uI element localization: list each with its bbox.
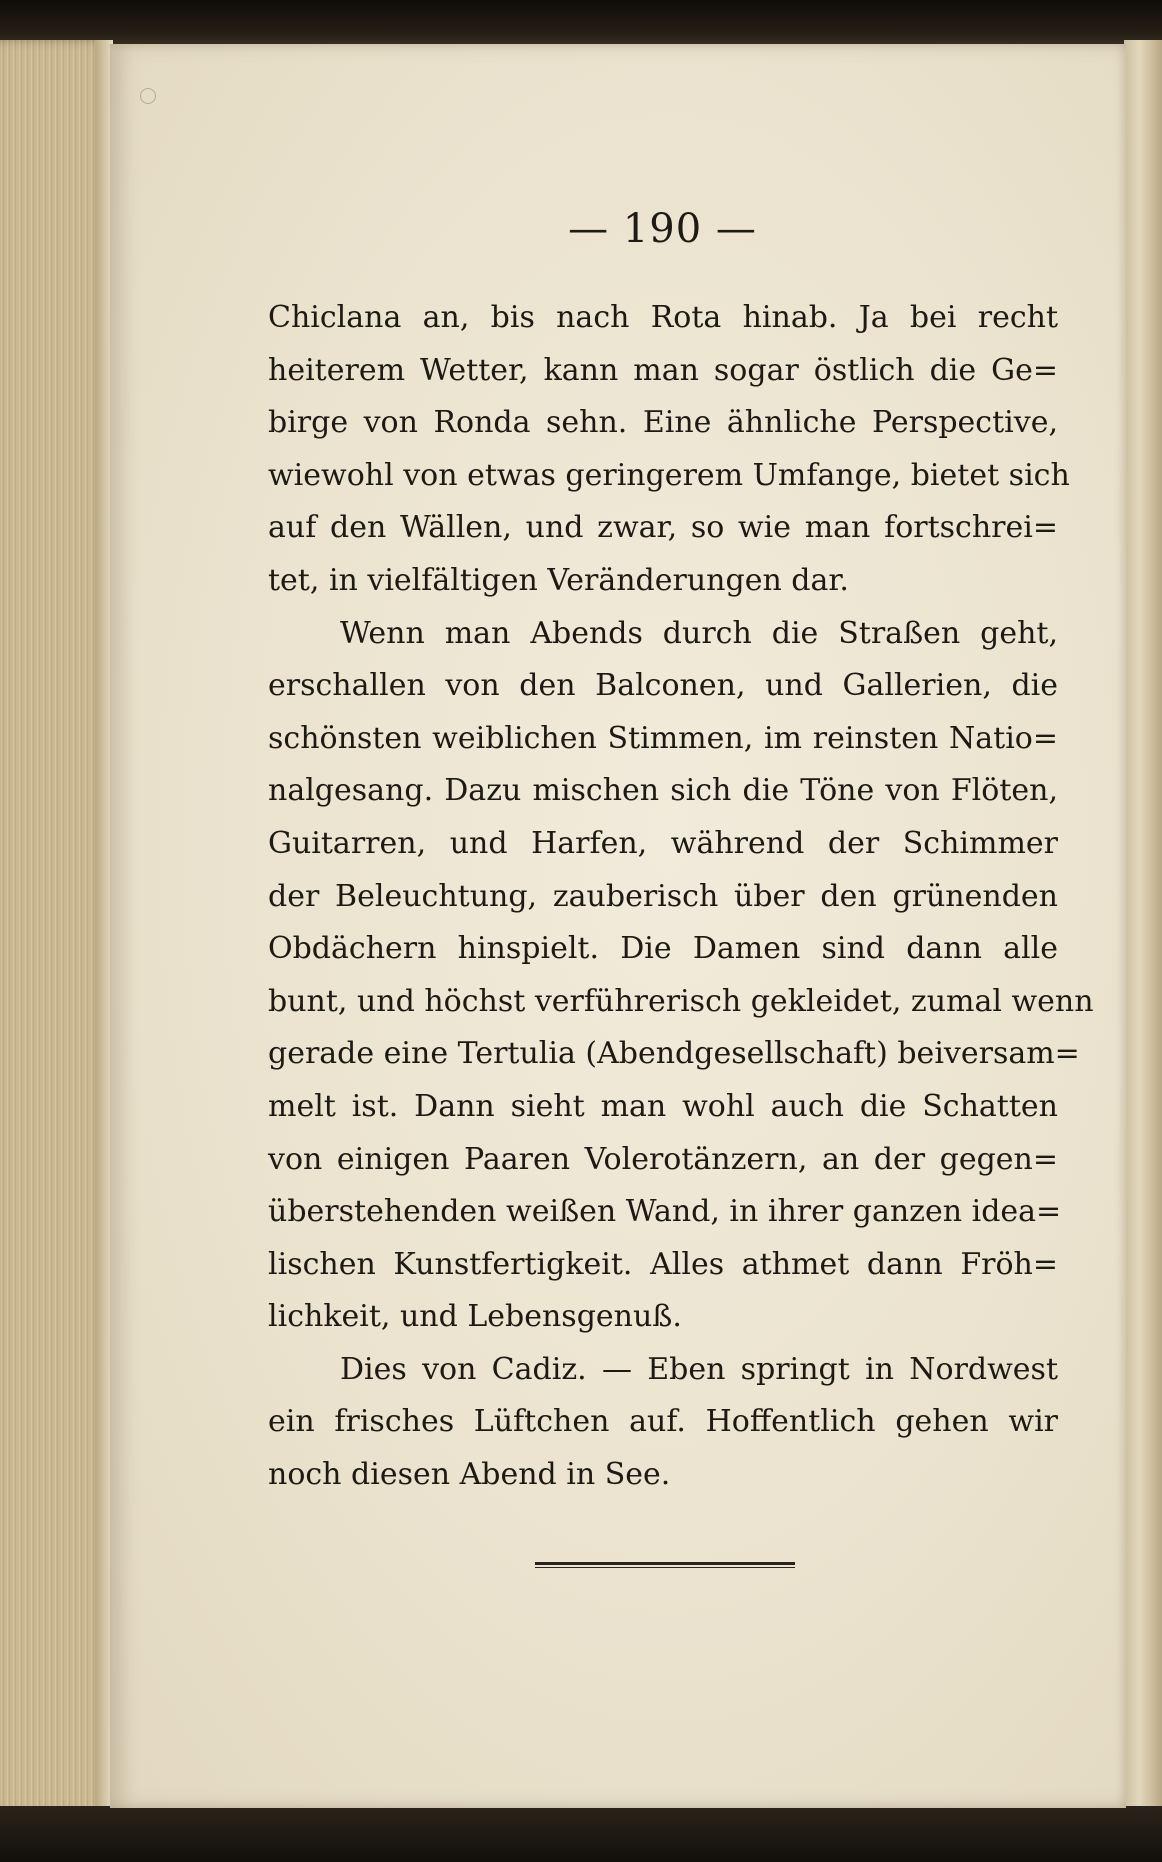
page-hole-mark bbox=[140, 88, 156, 104]
text-line: der Beleuchtung, zauberisch über den grünenden bbox=[268, 878, 1058, 914]
text-line: Chiclana an, bis nach Rota hinab. Ja bei recht bbox=[268, 300, 1058, 335]
text-line: birge von Ronda sehn. Eine ähnliche Perspective, bbox=[268, 405, 1058, 441]
text-line: melt ist. Dann sieht man wohl auch die Schatten bbox=[268, 1088, 1058, 1124]
book-page-edges bbox=[0, 40, 108, 1815]
text-line: lichkeit, und Lebensgenuß. bbox=[268, 1299, 682, 1335]
text-line: ein frisches Lüftchen auf. Hoffentlich gehen wir bbox=[268, 1404, 1058, 1440]
text-line: erschallen von den Balconen, und Gallerien, die bbox=[268, 668, 1058, 704]
scan-bottom-border bbox=[0, 1806, 1162, 1862]
text-line: Obdächern hinspielt. Die Damen sind dann alle bbox=[268, 931, 1058, 967]
text-line: gerade eine Tertulia (Abendgesellschaft) beiversam= bbox=[268, 1036, 1080, 1072]
page-number: — 190 — bbox=[568, 206, 757, 252]
text-line: wiewohl von etwas geringerem Umfange, bietet sich bbox=[268, 457, 1070, 493]
text-line: bunt, und höchst verführerisch gekleidet, zumal wenn bbox=[268, 983, 1094, 1019]
text-line: lischen Kunstfertigkeit. Alles athmet dann Fröh= bbox=[268, 1246, 1058, 1282]
next-page-edge bbox=[1124, 40, 1162, 1810]
text-line: schönsten weiblichen Stimmen, im reinsten Natio= bbox=[268, 720, 1058, 756]
text-line: von einigen Paaren Volerotänzern, an der gegen= bbox=[268, 1141, 1058, 1177]
text-line: noch diesen Abend in See. bbox=[268, 1457, 671, 1493]
text-line: Guitarren, und Harfen, während der Schimmer bbox=[268, 825, 1058, 861]
paragraph bbox=[268, 608, 1094, 1344]
text-line: nalgesang. Dazu mischen sich die Töne von Flöten, bbox=[268, 773, 1058, 809]
text-line: Wenn man Abends durch die Straßen geht, bbox=[340, 615, 1058, 651]
text-line: Dies von Cadiz. — Eben springt in Nordwest bbox=[340, 1351, 1058, 1387]
text-line: überstehenden weißen Wand, in ihrer ganzen idea= bbox=[268, 1194, 1062, 1230]
paragraph bbox=[268, 1344, 1058, 1502]
page-body-text bbox=[268, 292, 1094, 1502]
text-line: heiterem Wetter, kann man sogar östlich die Ge= bbox=[268, 352, 1058, 388]
paragraph bbox=[268, 292, 1070, 608]
closing-rule bbox=[535, 1562, 795, 1568]
text-line: auf den Wällen, und zwar, so wie man fortschrei= bbox=[268, 510, 1058, 546]
scan-top-border bbox=[0, 0, 1162, 46]
text-line: tet, in vielfältigen Veränderungen dar. bbox=[268, 562, 849, 598]
